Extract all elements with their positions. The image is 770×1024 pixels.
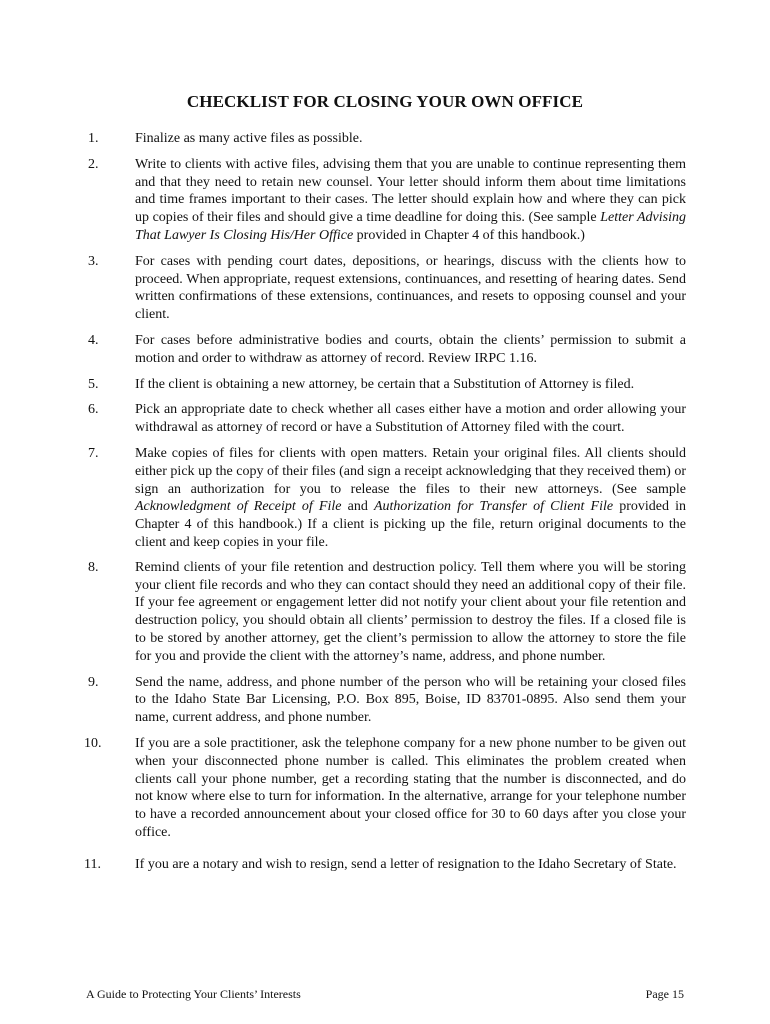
checklist-item <box>76 445 686 552</box>
checklist-item <box>76 674 686 727</box>
item-number: 5. <box>88 376 99 392</box>
checklist-item <box>76 130 686 148</box>
item-number: 1. <box>88 131 99 146</box>
checklist-item <box>76 856 686 874</box>
checklist-item <box>76 401 686 437</box>
checklist-item <box>76 156 686 245</box>
item-number: 3. <box>88 253 99 269</box>
checklist-item <box>76 332 686 368</box>
item-text: If the client is obtaining a new attorney, be certain that a Substitution of Attorney is filed. <box>135 376 635 392</box>
item-number: 11. <box>84 856 101 872</box>
footer-guide-title: A Guide to Protecting Your Clients’ Interests <box>86 987 301 1001</box>
sample-form-title: Authorization for Transfer of Client File <box>373 499 614 515</box>
item-text: Remind clients of your file retention and destruction policy. Tell them where you will be storing your client file records and who they can contact should they need an additional copy of their file. If your fee agreement or engagement letter did not notify your client about your file retention and destruction policy, you should obtain all clients’ permission to destroy the files. If a closed file is to be stored by another attorney, get the client’s permission to allow the attorney to store the file for you and provide the client with the attorney’s name, address, and phone number. <box>135 559 686 664</box>
item-number: 9. <box>88 674 99 690</box>
item-text: Finalize as many active files as possible. <box>135 131 363 146</box>
page-number: Page 15 <box>645 987 684 1001</box>
sample-form-title: Acknowledgment of Receipt of File <box>135 499 342 515</box>
item-text: Write to clients with active files, advising them that you are unable to continue representing them and that they need to retain new counsel. Your letter should inform them about time limitations and time frames important to their cases. The letter should explain how and where they can pick up copies of their files and should give a time deadline for doing this. (See sample Letter Advising That Lawyer Is Closing His/Her Office provided in Chapter 4 of this handbook.) <box>135 156 686 243</box>
checklist <box>76 130 686 881</box>
item-number: 7. <box>88 445 99 461</box>
item-text: Pick an appropriate date to check whether all cases either have a motion and order allowing your withdrawal as attorney of record or have a Substitution of Attorney filed with the court. <box>135 402 686 436</box>
item-text: For cases with pending court dates, depositions, or hearings, discuss with the clients how to proceed. When appropriate, request extensions, continuances, and resetting of hearing dates. Send written confirmations of these extensions, continuances, and resets to opposing counsel and your client. <box>135 253 686 323</box>
item-text: If you are a sole practitioner, ask the telephone company for a new phone number to be given out when your disconnected phone number is called. This eliminates the problem created when clients call your phone number, get a recording stating that the number is disconnected, and do not know where else to turn for information. In the alternative, arrange for your telephone number to have a recorded announcement about your closed office for 30 to 60 days after you close your office. <box>135 735 686 840</box>
item-text: Send the name, address, and phone number of the person who will be retaining your closed files to the Idaho State Bar Licensing, P.O. Box 895, Boise, ID 83701-0895. Also send them your name, current address, and phone number. <box>135 674 686 726</box>
item-number: 10. <box>84 735 102 751</box>
checklist-item <box>76 735 686 842</box>
item-number: 6. <box>88 402 99 418</box>
checklist-item <box>76 376 686 394</box>
item-text: Make copies of files for clients with open matters. Retain your original files. All clients should either pick up the copy of their files (and sign a receipt acknowledging that they received them) or sign an authorization for you to release the files to their new attorneys. (See sample Acknowledgment of Receipt of File and Authorization for Transfer of Client File provided in Chapter 4 of this handbook.) If a client is picking up the file, return original documents to the client and keep copies in your file. <box>135 445 686 550</box>
item-text: For cases before administrative bodies and courts, obtain the clients’ permission to submit a motion and order to withdraw as attorney of record. Review IRPC 1.16. <box>135 332 686 366</box>
checklist-item <box>76 559 686 666</box>
item-text: If you are a notary and wish to resign, send a letter of resignation to the Idaho Secretary of State. <box>135 856 677 872</box>
page-title: CHECKLIST FOR CLOSING YOUR OWN OFFICE <box>186 92 584 111</box>
item-number: 2. <box>88 156 99 172</box>
item-number: 8. <box>88 559 99 575</box>
sample-letter-title: Letter Advising That Lawyer Is Closing His/Her Office <box>135 210 686 243</box>
item-number: 4. <box>88 332 99 348</box>
checklist-item <box>76 253 686 324</box>
page-footer <box>86 987 684 1002</box>
